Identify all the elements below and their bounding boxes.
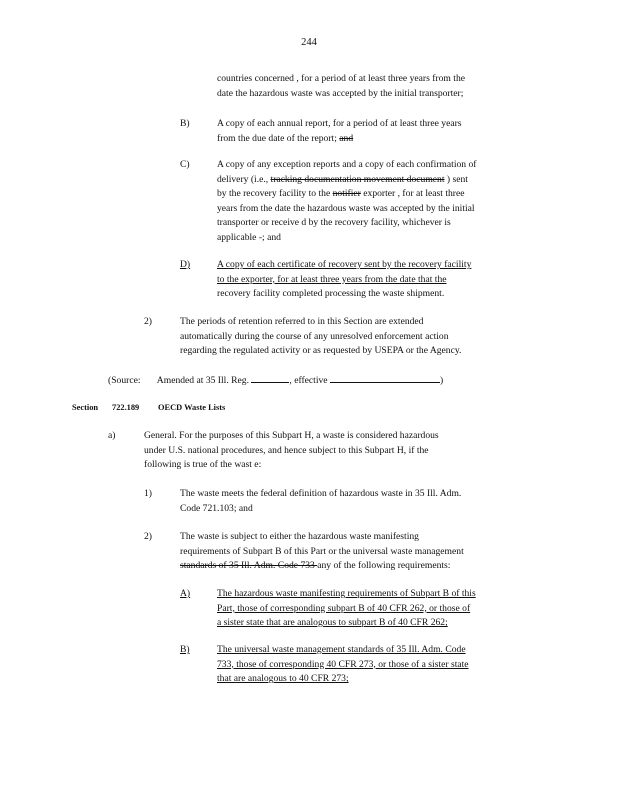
- text-line: years from the date the hazardous waste was accepted by the initial: [217, 202, 475, 214]
- sub-2a-text: [217, 587, 476, 631]
- effective-date-blank: [330, 372, 440, 383]
- text-line: following is true of the wast e:: [144, 459, 262, 471]
- sub-2-text: [180, 530, 464, 574]
- sub-2-label: 2): [144, 531, 152, 542]
- text-line: applicable -; and: [217, 231, 281, 243]
- sub-2a-label: A): [180, 588, 191, 599]
- item-2-text: [180, 315, 461, 359]
- section-number: 722.189: [112, 403, 140, 412]
- text-line: [217, 132, 462, 147]
- text-line: Code 721.103; and: [180, 502, 253, 514]
- text-line: [180, 559, 464, 574]
- deleted-text: and: [339, 132, 354, 144]
- source-amended: Amended at 35 Ill. Reg.: [156, 375, 249, 386]
- inserted-text: The universal waste management standards of 35 Ill. Adm. Code: [217, 644, 466, 655]
- text-line: countries concerned , for a period of at least three years from the: [217, 73, 465, 84]
- inserted-text: A copy of each certificate of recovery sent by the recovery facility: [217, 259, 472, 270]
- para-a-label: a): [108, 430, 116, 441]
- sub-1-label: 1): [144, 488, 152, 499]
- item-b-label: B): [180, 118, 190, 129]
- text-line: transporter or receive d by the recovery facility, whichever is: [217, 217, 451, 229]
- item-2-label: 2): [144, 316, 152, 327]
- deleted-text: tracking documentation movement document: [270, 173, 445, 185]
- text-line: regarding the regulated activity or as requested by USEPA or the Agency.: [180, 345, 462, 357]
- para-a-text: [144, 429, 439, 473]
- section-word: Section: [72, 403, 99, 412]
- text-line: The waste is subject to either the hazardous waste manifesting: [180, 531, 419, 542]
- text-line: under U.S. national procedures, and hence subject to this Subpart H, if the: [144, 444, 429, 456]
- source-effective: , effective: [289, 375, 328, 386]
- deleted-text: standards of 35 Ill. Adm. Code 733: [180, 560, 318, 572]
- inserted-text: The hazardous waste manifesting requirements of Subpart B of this: [217, 588, 476, 599]
- item-c-text: [217, 158, 476, 246]
- text-fragment: from the due date of the report;: [217, 132, 340, 144]
- text-fragment: by the recovery facility to the: [217, 188, 333, 200]
- deleted-text: notifier: [332, 188, 361, 200]
- text-line: The waste meets the federal definition of hazardous waste in 35 Ill. Adm.: [180, 488, 462, 499]
- text-line: date the hazardous waste was accepted by the initial transporter;: [217, 87, 464, 99]
- source-note: [108, 372, 443, 389]
- text-line: General. For the purposes of this Subpart H, a waste is considered hazardous: [144, 430, 439, 441]
- sub-1-text: [180, 487, 461, 516]
- section-title: OECD Waste Lists: [158, 403, 226, 412]
- text-line: A copy of each annual report, for a period of at least three years: [217, 118, 462, 129]
- inserted-text: a sister state that are analogous to subpart B of 40 CFR 262;: [217, 617, 448, 629]
- text-line: A copy of any exception reports and a copy of each confirmation of: [217, 159, 477, 170]
- text-line: recovery facility completed processing the waste shipment.: [217, 288, 445, 300]
- text-fragment: ) sent: [444, 173, 468, 185]
- inserted-text: that are analogous to 40 CFR 273;: [217, 673, 349, 685]
- text-line: requirements of Subpart B of this Part or the universal waste management: [180, 545, 464, 557]
- inserted-text: 733, those of corresponding 40 CFR 273, or those of a sister state: [217, 658, 469, 670]
- inserted-text: to the exporter, for at least three years from the date that the: [217, 273, 447, 285]
- page-number: 244: [301, 37, 317, 48]
- text-line: automatically during the course of any unresolved enforcement action: [180, 330, 449, 342]
- text-line: [217, 173, 476, 188]
- item-c-label: C): [180, 159, 190, 170]
- item-b-text: [217, 117, 462, 146]
- continued-paragraph: [217, 72, 465, 101]
- item-d-label: D): [180, 259, 191, 270]
- inserted-text: Part, those of corresponding subpart B of 40 CFR 262, or those of: [217, 602, 471, 614]
- text-line: [217, 187, 476, 202]
- text-fragment: delivery (i.e.,: [217, 173, 271, 185]
- source-close: ): [439, 375, 444, 386]
- text-fragment: any of the following requirements:: [317, 560, 451, 572]
- sub-2b-label: B): [180, 644, 190, 655]
- text-line: The periods of retention referred to in this Section are extended: [180, 316, 424, 327]
- item-d-text: [217, 258, 471, 302]
- text-fragment: exporter , for at least three: [360, 188, 465, 200]
- source-open: (Source:: [108, 375, 141, 386]
- sub-2b-text: [217, 643, 469, 687]
- register-blank: [251, 372, 289, 383]
